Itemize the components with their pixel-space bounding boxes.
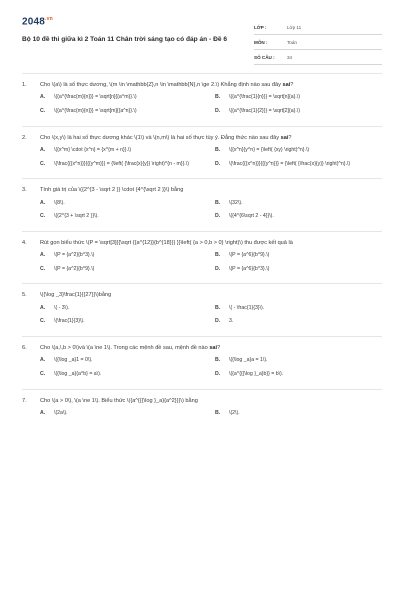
answer-option[interactable] — [40, 318, 207, 326]
exam-header — [22, 10, 382, 72]
answer-option[interactable] — [215, 371, 382, 379]
answer-option[interactable] — [215, 200, 382, 208]
answer-option[interactable] — [40, 200, 207, 208]
answer-options — [22, 252, 382, 279]
question-6 — [22, 336, 382, 389]
question-2 — [22, 126, 382, 179]
option-text: \({a^{\frac{1}{2}}} = \sqrt[2]{a}.\) — [229, 108, 300, 114]
question-5 — [22, 283, 382, 336]
answer-option[interactable] — [40, 147, 207, 155]
answer-options — [22, 410, 382, 424]
question-emphasis: sai — [282, 82, 291, 88]
question-number: 6. — [22, 344, 27, 351]
meta-row-subject — [254, 37, 382, 50]
option-label: C. — [40, 318, 46, 325]
question-stem — [22, 239, 382, 247]
meta-value: 34 — [287, 55, 293, 60]
answer-option[interactable] — [215, 305, 382, 313]
question-text: Cho \(x,y\) là hai số thực dương khác \(1\) và \(n,m\) là hai số thực tùy ý. Đẳng thức nào sau đây — [40, 134, 281, 141]
question-emphasis: sai — [209, 344, 218, 351]
option-label: C. — [40, 265, 46, 272]
option-text: \(2\). — [229, 409, 240, 416]
meta-value: Toán — [287, 40, 297, 45]
answer-option[interactable] — [215, 94, 382, 102]
option-text: \({x^n}{y^n} = {\left( {xy} \right)^n}.\) — [229, 147, 310, 153]
option-text: \( - \frac{1}{3}\). — [229, 304, 265, 311]
answer-option[interactable] — [215, 252, 382, 260]
question-stem — [22, 134, 382, 142]
option-text: \(P = {a^6}{b^9}.\) — [229, 252, 270, 259]
question-number: 1. — [22, 82, 27, 88]
option-text: \( - 3\). — [54, 304, 70, 311]
option-text: \({\log _a}a = 1\). — [229, 357, 268, 364]
answer-option[interactable] — [215, 410, 382, 418]
question-number: 2. — [22, 134, 27, 141]
option-label: D. — [215, 318, 221, 325]
answer-options — [22, 200, 382, 227]
question-4 — [22, 231, 382, 284]
site-logo[interactable] — [22, 16, 53, 27]
option-label: C. — [40, 160, 46, 167]
option-text: \(P = {a^6}{b^3}.\) — [229, 265, 270, 272]
question-text-end: ? — [290, 82, 294, 88]
question-text: Cho \(a,\,b > 0\)và \(a \ne 1\). Trong các mệnh đề sau, mệnh đề nào — [40, 344, 210, 351]
answer-option[interactable] — [40, 410, 207, 418]
option-label: B. — [215, 94, 221, 101]
answer-option[interactable] — [215, 266, 382, 274]
option-label: A. — [40, 147, 46, 153]
question-text: Tính giá trị của \({2^{3 - \sqrt 2 }} \cdot {4^{\sqrt 2 }}\) bằng — [40, 187, 184, 194]
question-7 — [22, 389, 382, 428]
answer-option[interactable] — [215, 161, 382, 169]
answer-option[interactable] — [215, 147, 382, 155]
question-text-end: ? — [217, 344, 221, 351]
question-text: Cho \(a\) là số thực dương, \(m \in \mathbb{Z},n \in \mathbb{N},n \ge 2.\) Khẳng định nào sau đây — [40, 82, 283, 88]
option-text: \({a^{\frac{m}{n}}} = \sqrt[n]{{a^m}}.\) — [54, 94, 137, 101]
option-text: \(8\). — [54, 199, 65, 206]
question-1 — [22, 73, 382, 126]
answer-options — [22, 305, 382, 332]
meta-label: MÔN : — [254, 40, 268, 45]
answer-option[interactable] — [40, 161, 207, 169]
meta-row-question-count — [254, 52, 382, 65]
meta-row-class — [254, 22, 382, 35]
answer-option[interactable] — [40, 252, 207, 260]
option-text: 3. — [229, 318, 234, 325]
exam-meta-box — [254, 22, 382, 67]
question-number: 3. — [22, 187, 27, 194]
option-text: \(P = {a^2}{b^9}.\) — [54, 265, 95, 272]
answer-option[interactable] — [215, 318, 382, 326]
option-label: A. — [40, 94, 46, 101]
option-text: \(2a\). — [54, 409, 68, 416]
answer-option[interactable] — [40, 108, 207, 116]
option-text: \({a^{{{\log }_a}b}} = b\). — [229, 370, 284, 377]
option-text: \({a^{\frac{1}{n}}} = \sqrt[n]{a}.\) — [229, 94, 300, 101]
option-label: B. — [215, 409, 221, 416]
option-label: D. — [215, 160, 221, 167]
option-text: \({4^{6\sqrt 2 - 4}}\). — [229, 213, 274, 220]
option-label: B. — [215, 252, 221, 259]
question-stem — [22, 397, 382, 405]
question-text-end: ? — [288, 134, 292, 141]
logo-suffix: .vn — [45, 16, 53, 22]
option-text: \({2^{3 + \sqrt 2 }}\). — [54, 213, 99, 220]
option-text: \(\frac{1}{3}\). — [54, 318, 85, 325]
question-text: Rút gọn biểu thức \(P = \sqrt[3]{{\sqrt {{a^{12}}{b^{18}}} }}\left( {a > 0,b > 0} \right)\) thu được kết quả là — [40, 239, 293, 246]
option-label: D. — [215, 213, 221, 220]
answer-option[interactable] — [40, 357, 207, 365]
option-label: D. — [215, 108, 221, 114]
question-text: \({\log _3}\frac{1}{{27}}\)bằng — [40, 292, 112, 299]
option-text: \(P = {a^2}{b^3}.\) — [54, 252, 95, 259]
question-number: 5. — [22, 292, 27, 299]
option-label: B. — [215, 147, 221, 153]
question-emphasis: sai — [280, 134, 289, 141]
question-stem — [22, 291, 382, 299]
option-label: B. — [215, 304, 221, 311]
question-number: 4. — [22, 239, 27, 246]
meta-label: LỚP : — [254, 25, 267, 30]
option-text: \({x^m} \cdot {x^n} = {x^{m + n}}.\) — [54, 147, 132, 153]
answer-option[interactable] — [40, 266, 207, 274]
option-label: C. — [40, 108, 46, 114]
option-label: D. — [215, 370, 221, 377]
answer-option[interactable] — [215, 357, 382, 365]
answer-option[interactable] — [40, 94, 207, 102]
answer-option[interactable] — [215, 108, 382, 116]
question-stem — [22, 81, 382, 89]
answer-option[interactable] — [40, 371, 207, 379]
option-text: \(32\). — [229, 199, 243, 206]
answer-options — [22, 357, 382, 384]
answer-option[interactable] — [40, 305, 207, 313]
option-text: \(\frac{{{x^n}}}{{{y^n}}} = {\left( {\frac{x}{y}} \right)^n}.\) — [229, 160, 351, 167]
option-text: \({\log _a}{a^b} = a\). — [54, 370, 102, 377]
question-list — [22, 73, 382, 428]
option-text: \(\frac{{{x^n}}}{{{y^m}}} = {\left( {\frac{x}{y}} \right)^{n - m}}.\) — [54, 160, 189, 167]
option-label: A. — [40, 357, 46, 364]
option-label: A. — [40, 409, 46, 416]
question-stem — [22, 344, 382, 352]
answer-option[interactable] — [40, 213, 207, 221]
option-text: \({\log _a}1 = 0\). — [54, 357, 93, 364]
option-label: C. — [40, 213, 46, 220]
answer-option[interactable] — [215, 213, 382, 221]
question-stem — [22, 186, 382, 194]
question-3 — [22, 178, 382, 231]
question-number: 7. — [22, 397, 27, 404]
meta-label: SỐ CÂU : — [254, 55, 275, 60]
answer-options — [22, 94, 382, 121]
option-label: C. — [40, 370, 46, 377]
question-text: Cho \(a > 0\), \(a \ne 1\). Biểu thức \({a^{{{\log }_a}{a^2}}}\) bằng — [40, 397, 198, 404]
exam-title: Bộ 10 đề thi giữa kì 2 Toán 11 Chân trời sáng tạo có đáp án - Đề 6 — [22, 36, 227, 43]
answer-options — [22, 147, 382, 174]
logo-main: 2048 — [22, 16, 46, 28]
option-label: A. — [40, 252, 46, 259]
option-label: B. — [215, 199, 221, 206]
option-label: D. — [215, 265, 221, 272]
option-label: B. — [215, 357, 221, 364]
option-label: A. — [40, 199, 46, 206]
option-text: \({a^{\frac{m}{n}}} = \sqrt[m]{{a^n}}.\) — [54, 108, 137, 114]
option-label: A. — [40, 304, 46, 311]
meta-value: Lớp 11 — [287, 25, 302, 30]
